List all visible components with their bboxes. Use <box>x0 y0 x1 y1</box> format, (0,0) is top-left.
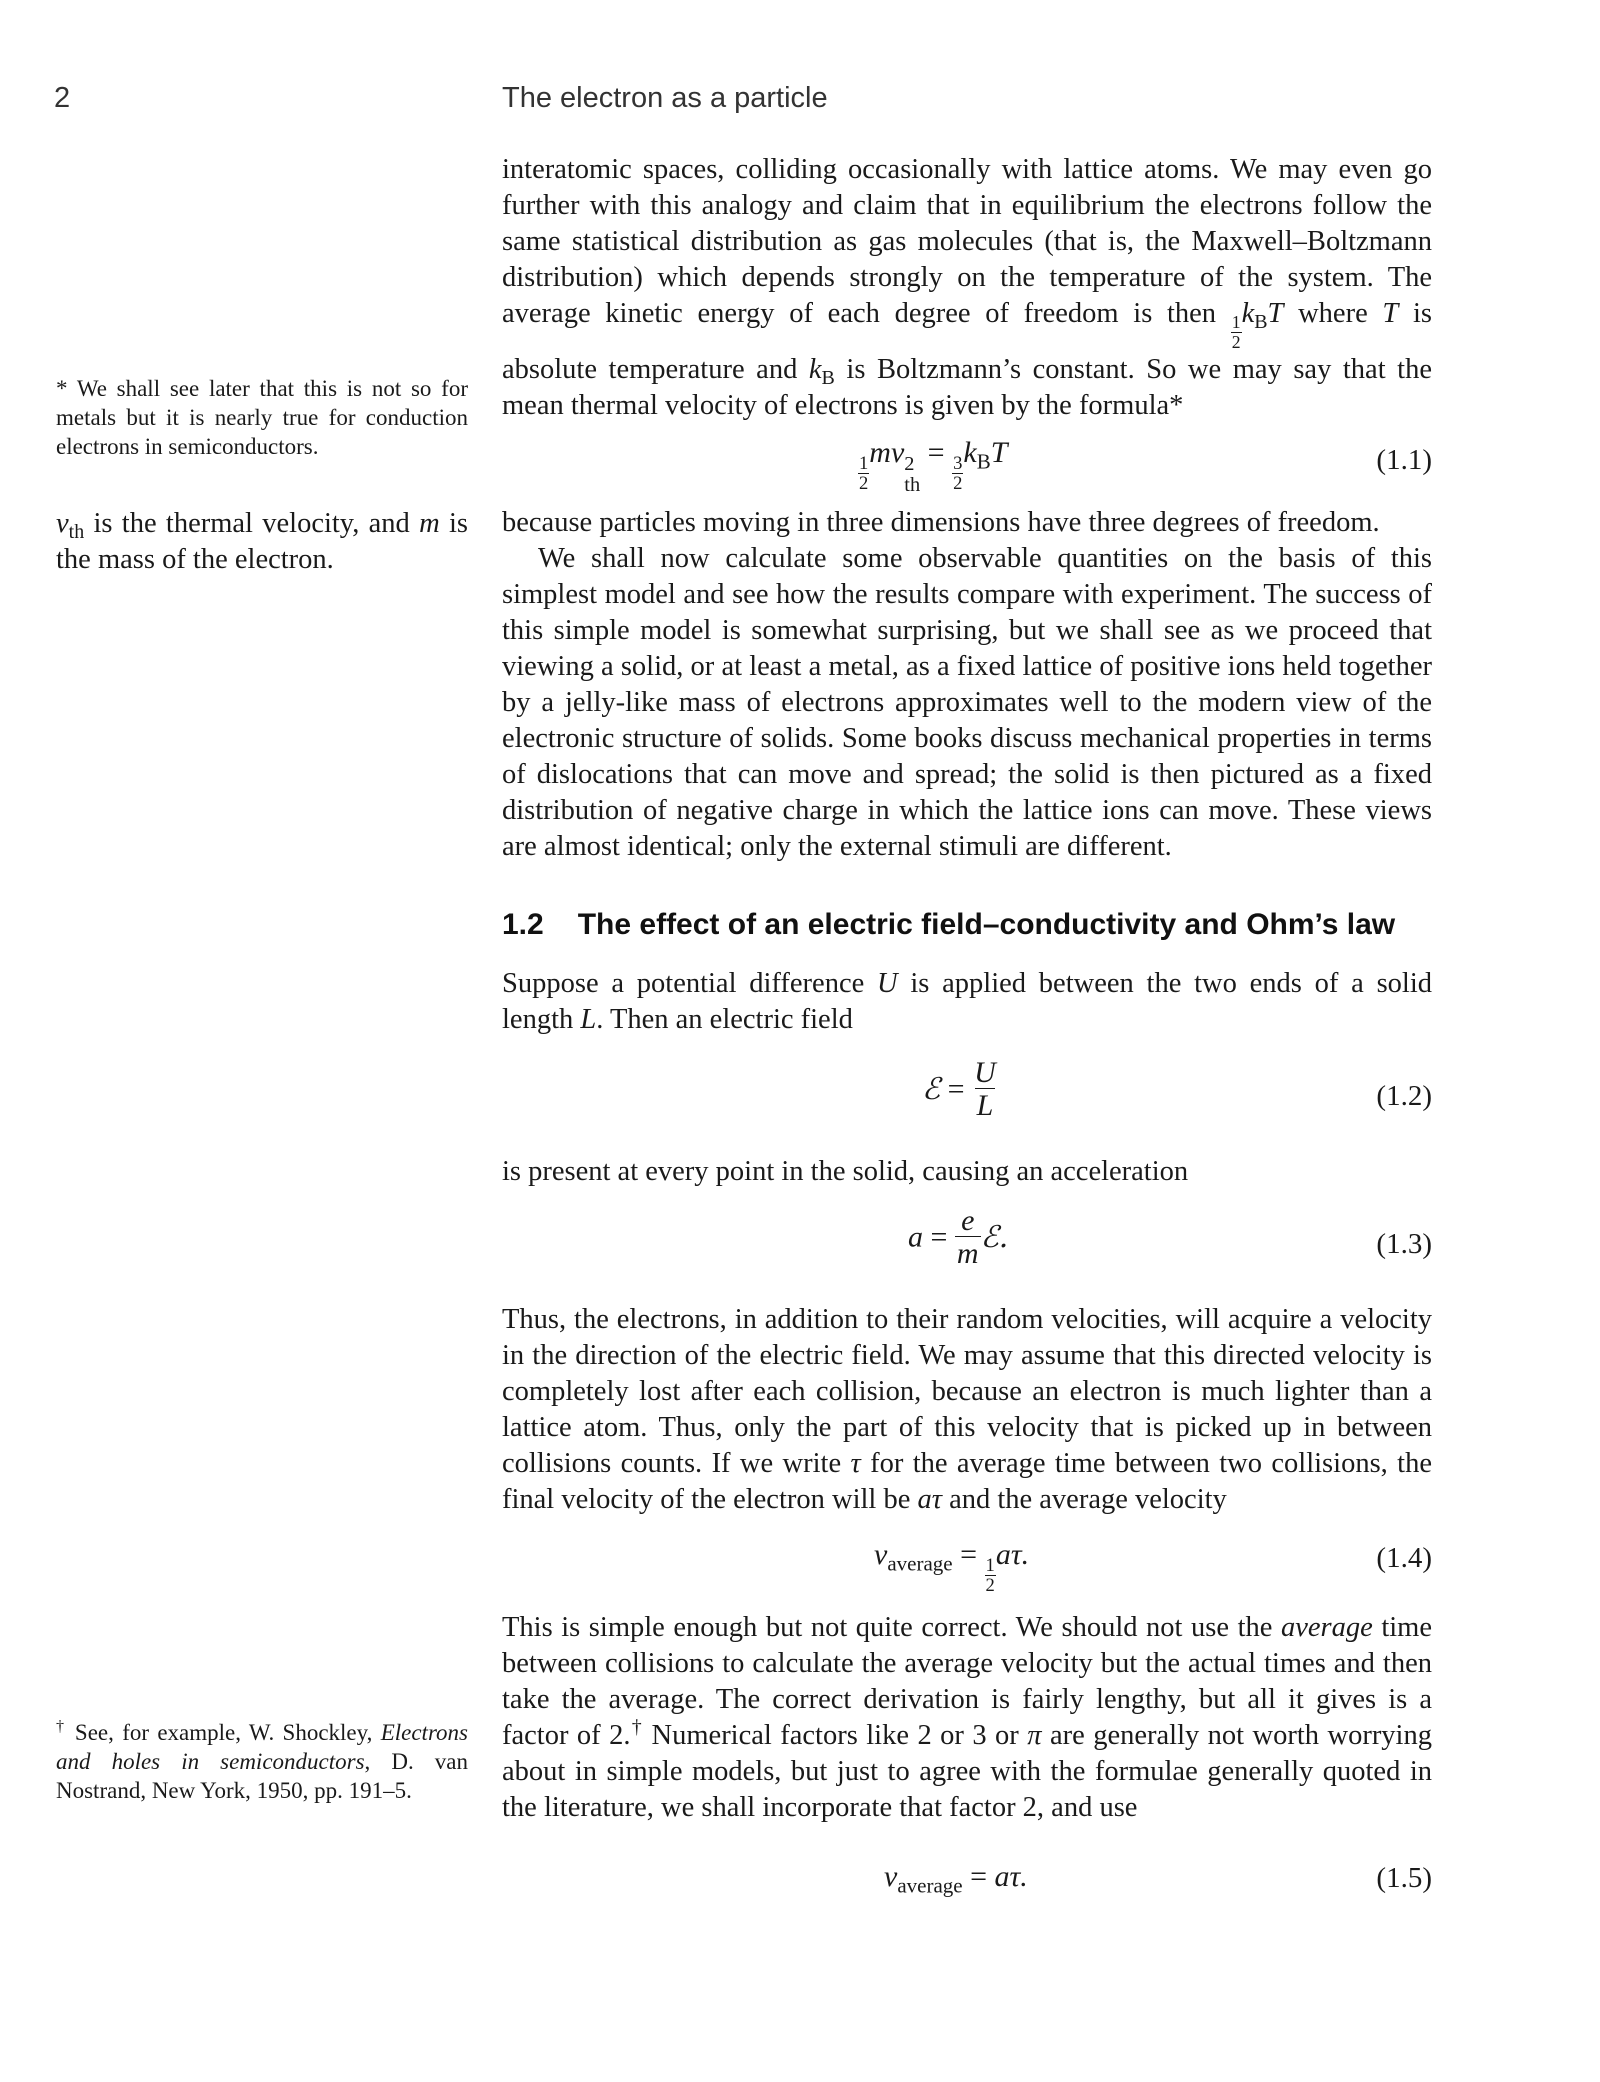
side-note-text: is the mass of the electron. <box>56 508 468 575</box>
side-note-thermal <box>56 374 468 461</box>
side-note-symbols <box>56 506 468 578</box>
equation-1-3 <box>502 1206 1432 1286</box>
equation-body: a = $\frac{e}{m}$ ℰ. <box>908 1204 1009 1270</box>
symbol-m: m <box>419 508 440 539</box>
equation-number: (1.2) <box>1376 1080 1432 1112</box>
side-note-text: See, for example, W. Shockley, <box>66 1720 381 1745</box>
equation-body: $\frac{1}{2}$ mv 2 th = $\frac{3}{2}$ $k_BT$ <box>859 436 1008 496</box>
paragraph-3: We shall now calculate some observable quantities on the basis of this simplest model and see how the results compare with experiment. The success of this simple model is somewhat surprising, but we shall see as we proceed that viewing a solid, or at least a metal, as a fixed lattice of positive ions held together by a jelly-like mass of electrons approximates well to the modern view of the electronic structure of solids. Some books discuss mechanical properties in terms of dislocations that can move and spread; the solid is then pictured as a fixed distribution of negative charge in which the lattice ions can move. These views are almost identical; only the external stimuli are different. <box>502 543 1432 862</box>
symbol-v: v <box>56 508 69 539</box>
fraction-half: $\frac{1}{2}$ <box>1231 312 1241 352</box>
equation-number: (1.5) <box>1376 1862 1432 1894</box>
equation-1-1 <box>502 432 1432 496</box>
page-number: 2 <box>54 82 71 114</box>
equation-body: ℰ = $\frac{U}{L}$ <box>922 1056 996 1122</box>
paragraph-2: because particles moving in three dimensions have three degrees of freedom. We shall now calculate some observable quantities on the basis of this simplest model and see how the results compare with experiment. The success of this simple model is somewhat surprising, but we shall see as we proceed that viewing a solid, or at least a metal, as a fixed lattice of positive ions held together by a jelly-like mass of electrons approximates well to the modern view of the electronic structure of solids. Some books discuss mechanical properties in terms of dislocations that can move and spread; the solid is then pictured as a fixed distribution of negative charge in which the lattice ions can move. These views are almost identical; only the external stimuli are different. <box>502 505 1432 865</box>
side-note-text: is the thermal velocity, and <box>84 508 420 539</box>
equation-number: (1.1) <box>1376 444 1432 476</box>
equation-1-4 <box>502 1538 1432 1598</box>
equation-1-2 <box>502 1058 1432 1138</box>
equation-1-5 <box>502 1860 1432 1920</box>
section-number: 1.2 <box>502 908 544 941</box>
running-title: The electron as a particle <box>502 82 828 114</box>
equation-number: (1.3) <box>1376 1228 1432 1260</box>
side-note-text: We shall see later that this is not so for metals but it is nearly true for conduction electrons in semiconductors. <box>56 376 468 459</box>
equation-body: $v_{average} = a\tau$. <box>884 1860 1028 1898</box>
side-note-reference <box>56 1718 468 1805</box>
equation-number: (1.4) <box>1376 1542 1432 1574</box>
symbol-subscript: th <box>68 520 85 543</box>
paragraph-7: This is simple enough but not quite correct. We should not use the average time between collisions to calculate the average velocity but the actual times and then take the average. The correct derivation is fairly lengthy, but all it gives is a factor of 2.† Numerical factors like 2 or 3 or π are generally not worth worrying about in simple models, but just to agree with the formulae generally quoted in the literature, we shall incorporate that factor 2, and use <box>502 1612 1433 1823</box>
paragraph-6: Thus, the electrons, in addition to their random velocities, will acquire a velocity in the direction of the electric field. We may assume that this directed velocity is completely lost after each collision, because an electron is much lighter than a lattice atom. Thus, only the part of this velocity that is picked up in between collisions counts. If we write τ for the average time between two collisions, the final velocity of the electron will be aτ and the average velocity <box>502 1304 1432 1515</box>
paragraph-5: is present at every point in the solid, causing an acceleration <box>502 1156 1189 1187</box>
reference-title: Electrons and holes in semiconductors <box>56 1720 468 1774</box>
section-title: The effect of an electric field–conductivity and Ohm’s law <box>577 908 1396 941</box>
footnote-marker: † <box>56 1718 67 1736</box>
section-heading <box>502 908 1432 942</box>
footnote-marker: * <box>56 376 68 401</box>
paragraph-1: interatomic spaces, colliding occasionally with lattice atoms. We may even go further with this analogy and claim that in equilibrium the electrons follow the same statistical distribution as gas molecules (that is, the Maxwell–Boltzmann distribution) which depends strongly on the temperature of the system. The average kinetic energy of each degree of freedom is then $\frac{1}{2}$ $k_BT$ where T is absolute temperature and $k_B$ is Boltzmann’s constant. So we may say that the mean thermal velocity of electrons is given by the formula* <box>502 154 1432 421</box>
equation-body: $v_{average}$ = $\frac{1}{2}$ aτ. <box>874 1538 1030 1597</box>
paragraph-4: Suppose a potential difference U is applied between the two ends of a solid length L. Then an electric field <box>502 968 1432 1035</box>
side-note-text: , D. van Nostrand, New York, 1950, pp. 191–5. <box>56 1749 468 1803</box>
